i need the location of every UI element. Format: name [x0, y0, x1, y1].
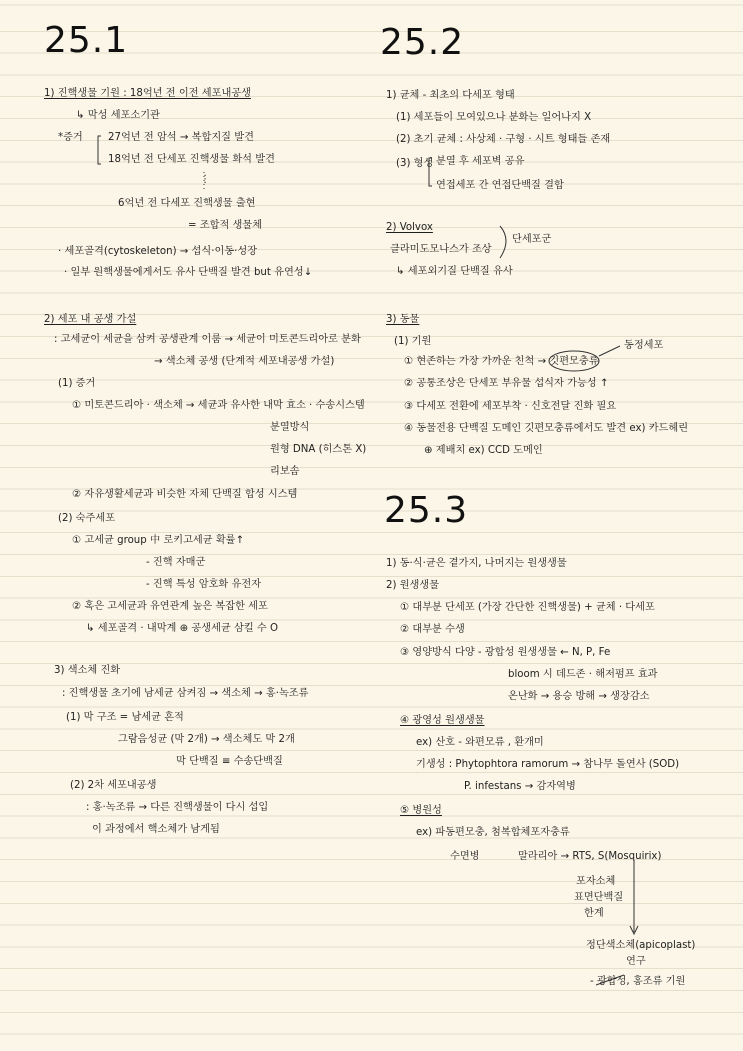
note-line: : 홍·녹조류 → 다른 진핵생물이 다시 섭입 — [86, 802, 269, 813]
note-line: ② 혹은 고세균과 유연관계 높은 복잡한 세포 — [72, 601, 268, 612]
note-line: 2) 원생생물 — [386, 580, 440, 591]
note-line: ↳ 세포골격 · 내막계 ⊕ 공생세균 삼킬 수 O — [86, 623, 279, 634]
note-line: 3) 동물 — [386, 314, 420, 325]
note-line: 동정세포 — [624, 340, 664, 351]
note-line: 18억년 전 단세포 진핵생물 화석 발견 — [108, 154, 275, 165]
note-line: 이 과정에서 핵소체가 남게됨 — [92, 824, 220, 835]
note-line: (1) 기원 — [394, 336, 432, 347]
note-line: (2) 초기 균체 : 사상체 · 구형 · 시트 형태들 존재 — [396, 134, 611, 145]
note-line: 원형 DNA (히스톤 X) — [270, 444, 367, 455]
note-line: 1) 균체 - 최초의 다세포 형태 — [386, 90, 515, 101]
note-line: - 광합성, 홍조류 기원 — [590, 976, 686, 987]
note-line: : 진핵생물 초기에 남세균 삼켜짐 → 색소체 → 홍·녹조류 — [62, 688, 309, 699]
section-number-25-2: 25.2 — [380, 22, 465, 63]
note-line: bloom 시 데드존 · 해저펌프 효과 — [508, 669, 658, 680]
note-line: 포자소체 — [576, 876, 616, 887]
note-line: 분열 후 세포벽 공유 — [436, 156, 525, 167]
note-line: 분열방식 — [270, 422, 310, 433]
note-line: ④ 동물전용 단백질 도메인 깃편모충류에서도 발견 ex) 카드헤린 — [404, 423, 689, 434]
section-number-25-1: 25.1 — [44, 20, 129, 61]
section-number-25-3: 25.3 — [384, 490, 469, 531]
note-line: 클라미도모나스가 조상 — [390, 244, 492, 255]
note-line: 표면단백질 — [574, 892, 624, 903]
note-line: · 세포골격(cytoskeleton) → 섭식·이동·성장 — [58, 246, 258, 257]
note-line: *증거 — [58, 132, 83, 143]
note-line: 27억년 전 암석 → 복합지질 발견 — [108, 132, 254, 143]
note-line: ① 고세균 group 中 로키고세균 확률↑ — [72, 535, 245, 546]
note-line: 연접세포 간 연접단백질 결합 — [436, 180, 564, 191]
note-line: (3) 형성 — [396, 158, 434, 169]
note-line: ① 미토콘드리아 · 색소체 → 세균과 유사한 내막 효소 · 수송시스템 — [72, 400, 365, 411]
note-line: 2) Volvox — [386, 222, 433, 233]
note-line: - 진핵 자매군 — [146, 557, 206, 568]
note-line: → 색소체 공생 (단계적 세포내공생 가설) — [154, 356, 335, 367]
note-line: 단세포군 — [512, 234, 552, 245]
note-line: 정단색소체(apicoplast) — [586, 940, 696, 951]
note-line: ② 자유생활세균과 비슷한 자체 단백질 합성 시스템 — [72, 489, 298, 500]
note-line: 수면병 — [450, 851, 480, 862]
note-line: ⊕ 제배치 ex) CCD 도메인 — [424, 445, 543, 456]
note-line: 기생성 : Phytophtora ramorum → 참나무 돌연사 (SOD) — [416, 759, 680, 770]
note-line: (1) 증거 — [58, 378, 96, 389]
note-line: 연구 — [626, 956, 646, 967]
note-line: - 진핵 특성 암호화 유전자 — [146, 579, 262, 590]
note-line: 1) 진핵생물 기원 : 18억년 전 이전 세포내공생 — [44, 88, 251, 99]
note-line: ex) 파동편모충, 첨복합체포자충류 — [416, 827, 570, 838]
note-line: : 고세균이 세균을 삼켜 공생관계 이룸 → 세균이 미토콘드리아로 분화 — [54, 334, 361, 345]
note-line: ⑤ 병원성 — [400, 805, 442, 816]
note-line: (1) 세포들이 모여있으나 분화는 일어나지 X — [396, 112, 592, 123]
note-line: 말라리아 → RTS, S(Mosquirix) — [518, 851, 662, 862]
note-line: (2) 숙주세포 — [58, 513, 116, 524]
note-line: 6억년 전 다세포 진핵생물 출현 — [118, 198, 256, 209]
note-line: · 일부 원핵생물에게서도 유사 단백질 발견 but 유연성↓ — [64, 267, 313, 278]
note-line: 그람음성균 (막 2개) → 색소체도 막 2개 — [118, 734, 295, 745]
note-line: P. infestans → 감자역병 — [464, 781, 576, 792]
note-line: ↳ 막성 세포소기관 — [76, 110, 160, 121]
note-line: ⋮ — [200, 174, 211, 185]
note-line: (2) 2차 세포내공생 — [70, 780, 157, 791]
note-line: ② 공통조상은 단세포 부유물 섭식자 가능성 ↑ — [404, 378, 609, 389]
note-line: ex) 산호 - 와편모류 , 환개미 — [416, 737, 544, 748]
note-line: 리보솜 — [270, 466, 300, 477]
note-line: = 조합적 생물체 — [188, 220, 263, 231]
note-line: 3) 색소체 진화 — [54, 665, 121, 676]
note-line: (1) 막 구조 = 남세균 흔적 — [66, 712, 184, 723]
note-line: ③ 다세포 전환에 세포부착 · 신호전달 진화 필요 — [404, 401, 617, 412]
note-line: 2) 세포 내 공생 가설 — [44, 314, 137, 325]
note-line: ① 현존하는 가장 가까운 친척 → 깃편모충류 — [404, 356, 599, 367]
note-line: ② 대부분 수생 — [400, 624, 465, 635]
note-line: ↳ 세포외기질 단백질 유사 — [396, 266, 513, 277]
note-line: ③ 영양방식 다양 - 광합성 원생생물 ← N, P, Fe — [400, 647, 611, 658]
note-line: 온난화 → 용승 방해 → 생장감소 — [508, 691, 650, 702]
note-line: 막 단백질 ≡ 수송단백질 — [176, 756, 283, 767]
note-line: ① 대부분 단세포 (가장 간단한 진핵생물) + 균체 · 다세포 — [400, 602, 655, 613]
note-line: 한계 — [584, 908, 604, 919]
note-line: 1) 동·식·균은 곁가지, 나머지는 원생생물 — [386, 558, 567, 569]
note-line: ④ 광영성 원생생물 — [400, 715, 485, 726]
